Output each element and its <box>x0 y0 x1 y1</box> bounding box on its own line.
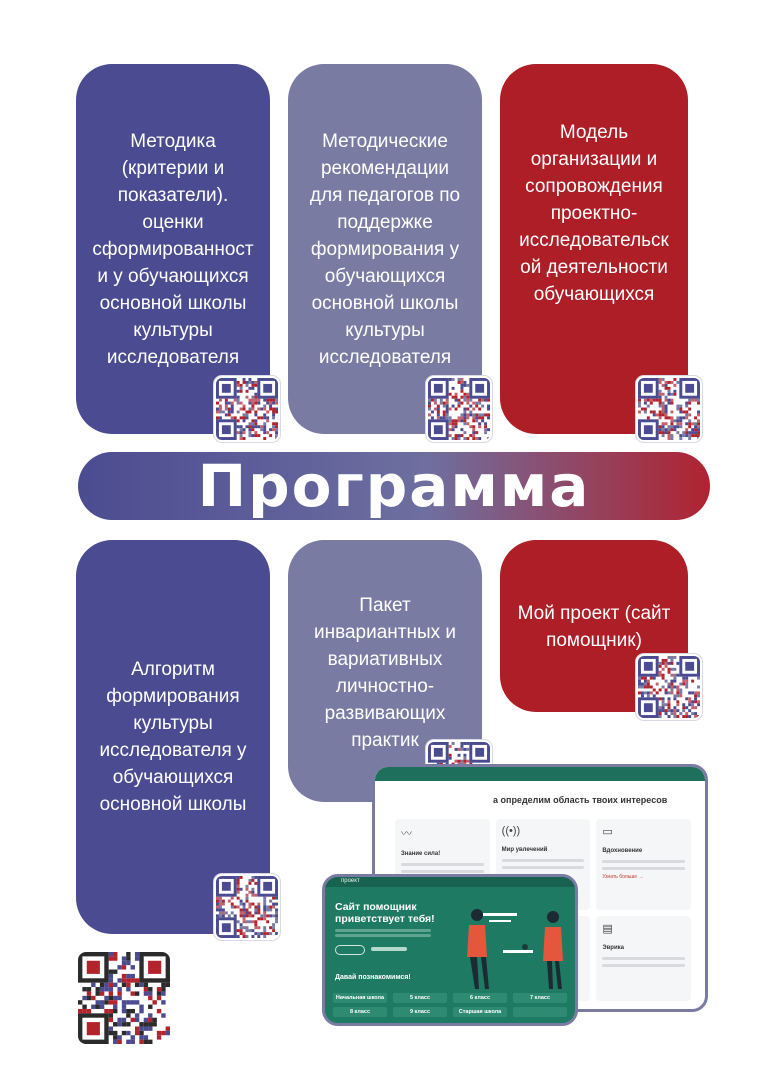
site-start-button[interactable] <box>335 945 365 955</box>
grade-button[interactable]: 9 класс <box>393 1007 447 1017</box>
students-illustration <box>455 895 575 991</box>
interest-card[interactable] <box>596 916 691 1001</box>
card-project-text: Мой проект (сайт помощник) <box>517 603 671 651</box>
grade-button[interactable]: Старшая школа <box>453 1007 507 1017</box>
card-model-text: Модель организации и сопровождения проектно- исследовательск ой деятельности обучающихся <box>519 121 669 305</box>
grade-buttons <box>333 993 567 1017</box>
card-methodology-text: Методика (критерии и показатели). оценки сформированност и у обучающихся основной школы культуры исследователя <box>92 130 254 368</box>
interest-card-title: Мир увлечений <box>501 847 548 853</box>
grade-button[interactable]: Начальная школа <box>333 993 387 1003</box>
site-video-link[interactable] <box>371 947 407 951</box>
easel-icon: ▭ <box>602 826 613 838</box>
site-screenshot-welcome <box>322 874 578 1026</box>
interest-card-title: Эврика <box>602 945 624 951</box>
card-algorithm-text: Алгоритм формирования культуры исследователя у обучающихся основной школы <box>99 659 247 815</box>
card-practices-text: Пакет инвариантных и вариативных личностно- развивающих практик <box>313 595 457 751</box>
interest-card-link[interactable]: Узнать больше → <box>602 874 644 880</box>
site-welcome-title: Сайт помощник приветствует тебя! <box>335 901 435 925</box>
card-recommendations-text: Методические рекомендации для педагогов по поддержке формирования у обучающихся основной школы культуры исследователя <box>309 130 461 368</box>
site-welcome-subtitle <box>335 929 431 932</box>
qr-code-project[interactable] <box>636 654 702 720</box>
program-banner <box>78 452 710 520</box>
qr-code-model[interactable] <box>636 376 702 442</box>
qr-code-algorithm[interactable] <box>214 874 280 940</box>
grade-button[interactable]: 6 класс <box>453 993 507 1003</box>
interest-card-title: Знание сила! <box>401 851 441 857</box>
grade-button[interactable]: 8 класс <box>333 1007 387 1017</box>
grade-button[interactable] <box>513 1007 567 1017</box>
site-interests-title: а определим область твоих интересов <box>493 795 668 805</box>
qr-code-recommendations[interactable] <box>426 376 492 442</box>
site-intro-label: Давай познакомимся! <box>335 974 411 981</box>
interest-card-title: Вдохновение <box>602 848 643 854</box>
site-header-bar <box>375 767 705 781</box>
qr-code-main[interactable] <box>78 952 170 1044</box>
pulse-icon: 〰 <box>401 828 412 840</box>
grade-button[interactable]: 5 класс <box>393 993 447 1003</box>
qr-code-methodology[interactable] <box>214 376 280 442</box>
radio-icon: ((•)) <box>501 825 521 837</box>
chat-icon: ▤ <box>602 923 613 935</box>
interest-card[interactable] <box>596 819 691 910</box>
site-logo-text: проект <box>325 877 575 887</box>
program-title: Программа <box>197 452 591 520</box>
grade-button[interactable]: 7 класс <box>513 993 567 1003</box>
